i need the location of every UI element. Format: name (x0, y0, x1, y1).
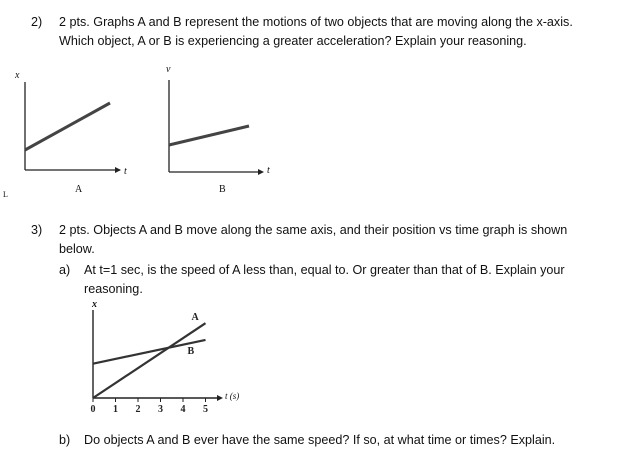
q3-chart-series (93, 323, 206, 398)
q3-chart-tick-labels (91, 404, 209, 415)
graph-a-line (25, 103, 110, 150)
graph-a-x-label: t (124, 166, 127, 177)
q2-number: 2) (31, 15, 43, 29)
series-label-A: A (191, 312, 199, 324)
q3b-label: b) (59, 433, 71, 447)
x-tick-label-0: 0 (90, 404, 96, 415)
q3a-text-line1: At t=1 sec, is the speed of A less than, equal to. Or greater than that of B. Explain your (84, 263, 565, 277)
graph-a-y-label: x (15, 70, 20, 81)
series-label-B: B (187, 345, 195, 357)
q3-chart-y-label: x (92, 299, 97, 310)
q3-chart-x-label: t (s) (225, 391, 240, 401)
x-tick-label-4: 4 (180, 404, 186, 415)
x-tick-label-5: 5 (203, 404, 208, 415)
graph-b-caption: B (219, 184, 226, 195)
q3-text-line1: 2 pts. Objects A and B move along the same axis, and their position vs time graph is shown (59, 223, 568, 237)
q3-number: 3) (31, 223, 43, 237)
graph-b-arrow (258, 169, 264, 175)
x-tick-label-3: 3 (158, 404, 163, 415)
x-tick-label-1: 1 (113, 404, 118, 415)
graph-b-line (169, 126, 249, 145)
graph-a-caption: A (75, 184, 83, 195)
graph-b-x-label: t (267, 165, 270, 176)
margin-mark: L (3, 190, 8, 199)
q3a-label: a) (59, 263, 71, 277)
q3a-text-line2: reasoning. (84, 282, 143, 296)
q3-chart-arrow (217, 395, 223, 401)
x-tick-label-2: 2 (135, 404, 141, 415)
graph-b-y-label: v (166, 64, 171, 75)
q2-text-line2: Which object, A or B is experiencing a greater acceleration? Explain your reasoning. (59, 34, 527, 48)
q3b-text: Do objects A and B ever have the same speed? If so, at what time or times? Explain. (84, 433, 556, 447)
q2-text-line1: 2 pts. Graphs A and B represent the motions of two objects that are moving along the x-axis. (59, 15, 573, 29)
q3-text-line2: below. (59, 242, 95, 256)
graph-a-arrow (115, 167, 121, 173)
